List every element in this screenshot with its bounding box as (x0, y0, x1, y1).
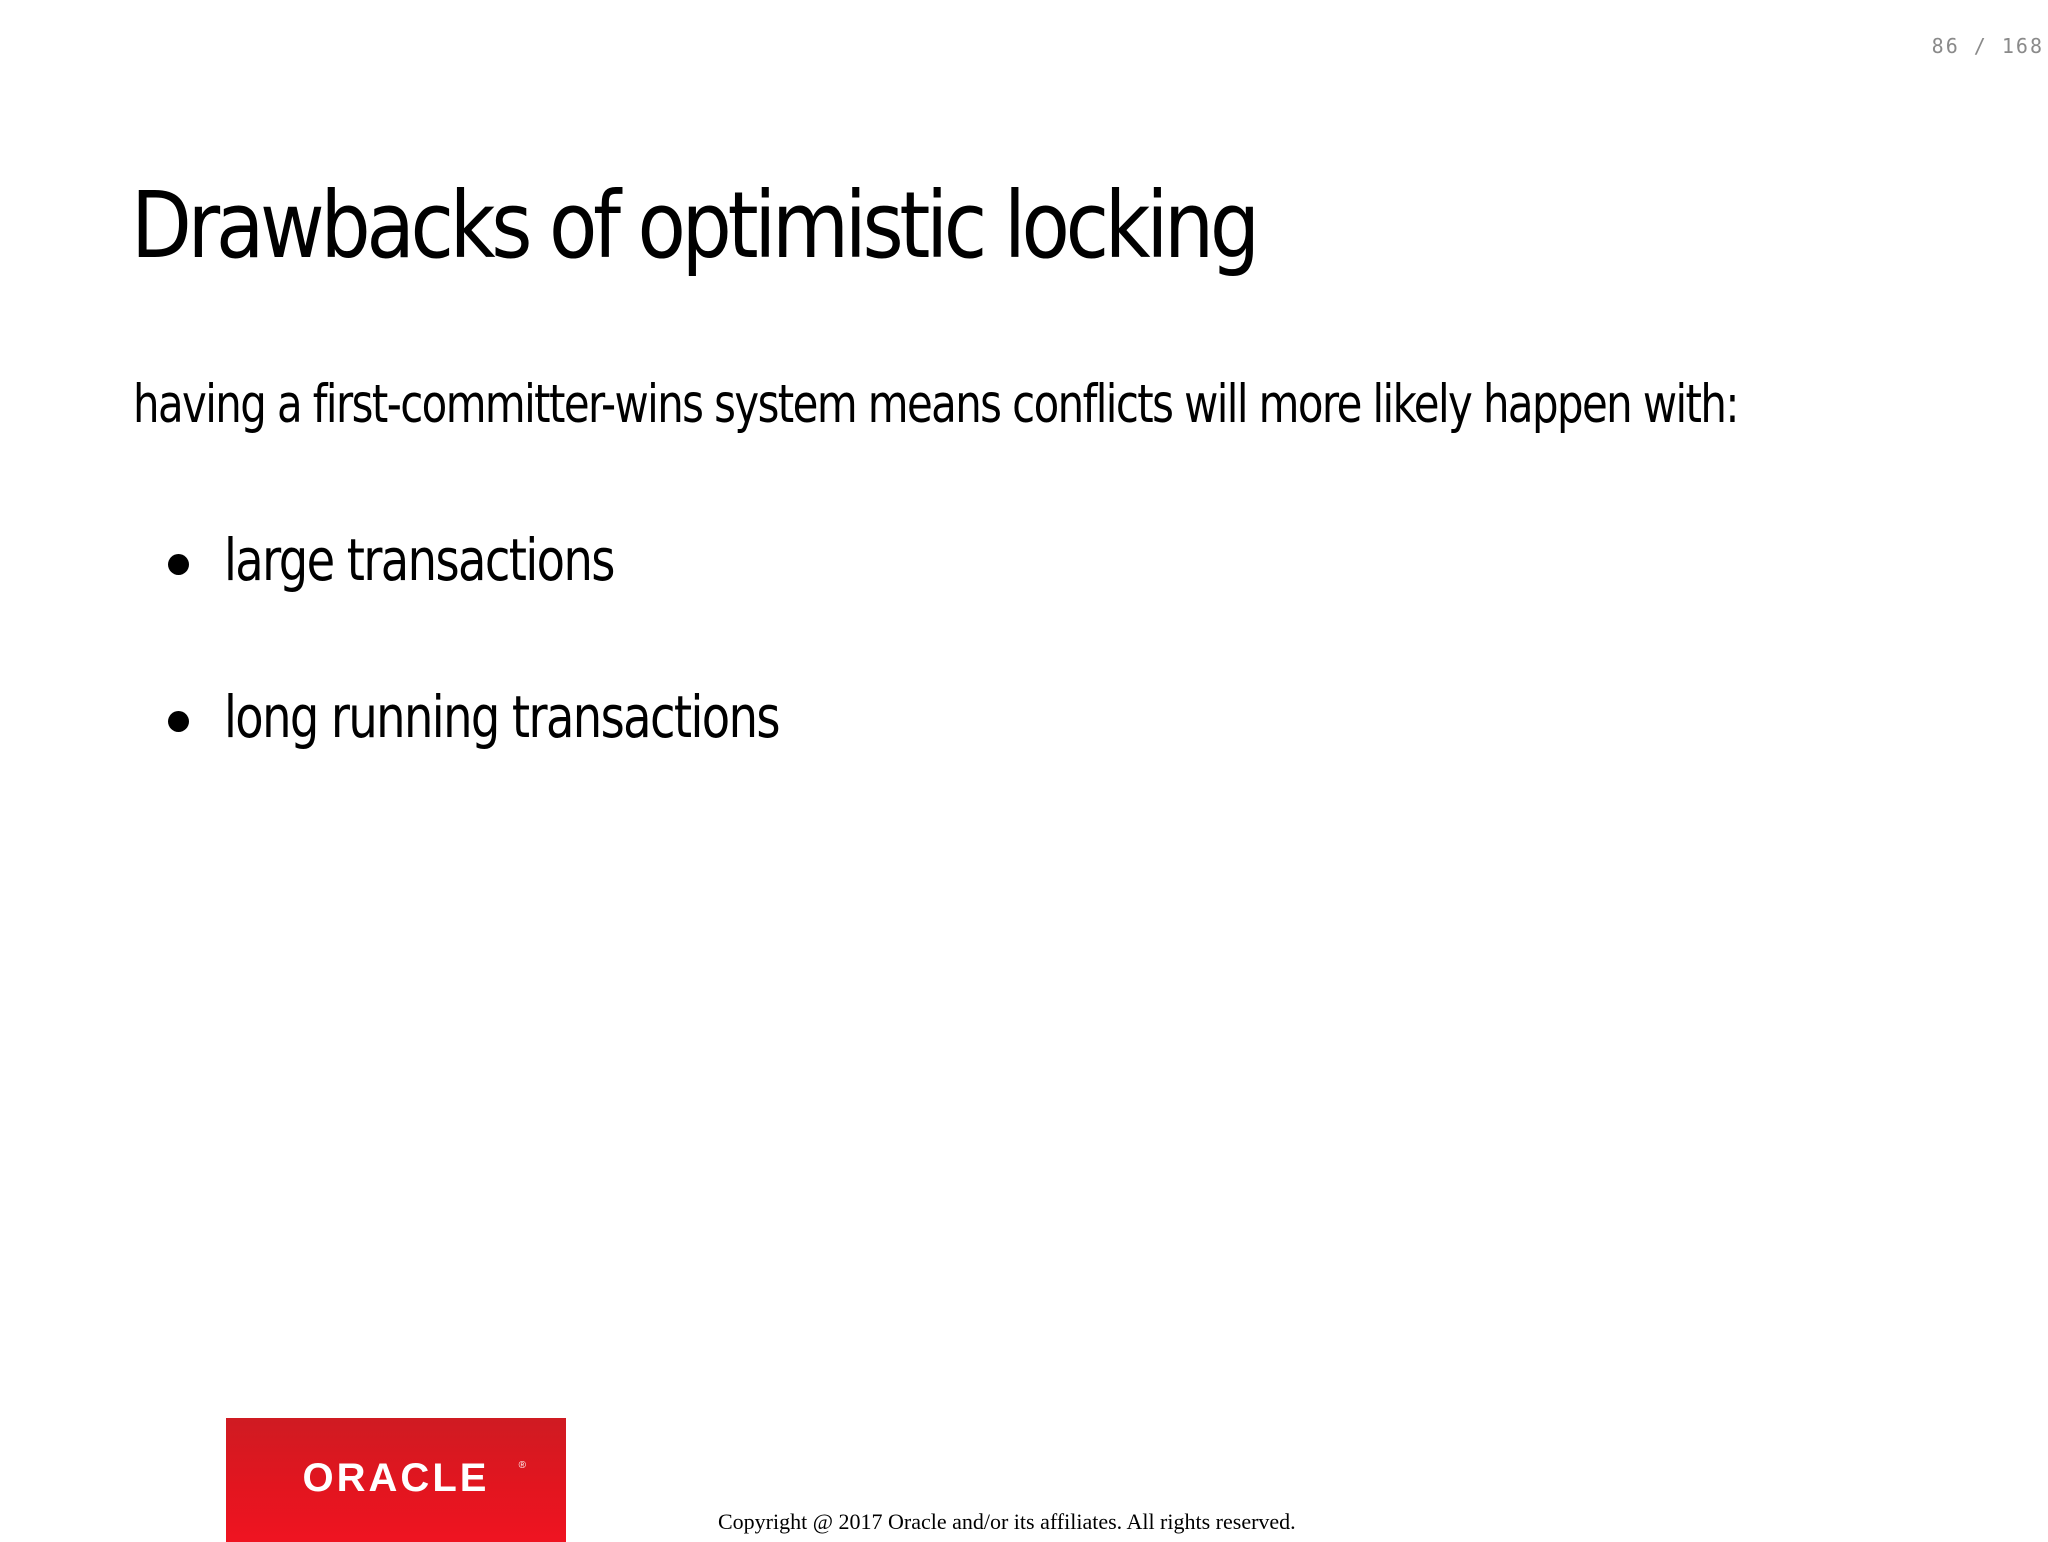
bullet-dot-icon (168, 711, 189, 732)
copyright-notice: Copyright @ 2017 Oracle and/or its affiliates. All rights reserved. (718, 1509, 1296, 1534)
bullet-dot-icon (168, 554, 189, 575)
oracle-logo-text: ORACLE (302, 1455, 490, 1500)
slide-counter: 86 / 168 (1931, 34, 2044, 58)
slide-intro-text: having a first-committer-wins system means conflicts will more likely happen with: (133, 374, 1738, 435)
slide-title: Drawbacks of optimistic locking (131, 172, 1256, 279)
registered-mark: ® (518, 1460, 526, 1471)
oracle-logo (226, 1418, 566, 1542)
bullet-text: long running transactions (224, 683, 779, 751)
bullet-text: large transactions (224, 526, 614, 594)
